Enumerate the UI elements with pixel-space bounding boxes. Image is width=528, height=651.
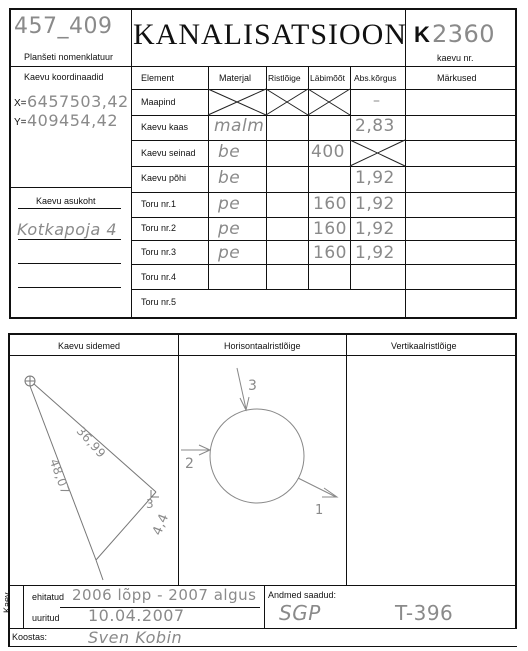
dist-c: 3 <box>146 497 155 511</box>
row-element: Maapind <box>141 97 176 107</box>
y-value: 409454,42 <box>27 111 119 130</box>
built-label: ehitatud <box>32 592 65 602</box>
row-element: Kaevu seinad <box>141 148 196 158</box>
well-prefix: K <box>414 22 430 47</box>
col-markused: Märkused <box>437 73 477 83</box>
row-abs: 1,92 <box>355 194 395 214</box>
col-labimoot: Läbimõõt <box>310 73 345 83</box>
row-element: Kaevu põhi <box>141 173 187 183</box>
x-label: X= <box>14 98 27 109</box>
sheet-number: 457_409 <box>14 14 113 39</box>
ref-value: T-396 <box>395 601 454 625</box>
col-abs: Abs.kõrgus <box>354 73 397 83</box>
col-materjal: Materjal <box>219 73 252 83</box>
row-materjal: pe <box>218 243 241 263</box>
author-value: Sven Kobin <box>88 628 183 647</box>
row-labimoot: 160 <box>313 219 347 239</box>
sheet-label: Planšeti nomenklatuur <box>24 52 114 62</box>
dist-b: 48,07 <box>46 457 73 497</box>
location-value: Kotkapoja 4 <box>17 220 118 239</box>
row-abs: – <box>373 93 381 109</box>
row-materjal: malm <box>214 116 265 136</box>
row-element: Toru nr.2 <box>141 223 177 233</box>
surveyed-value: 10.04.2007 <box>88 606 185 625</box>
row-element: Toru nr.1 <box>141 199 177 209</box>
section-vertical-title: Vertikaalristlõige <box>391 341 457 351</box>
data-from-label: Andmed saadud: <box>268 590 337 600</box>
y-label: Y= <box>14 117 27 128</box>
pipe-2-label: 2 <box>185 456 195 472</box>
row-materjal: pe <box>218 194 241 214</box>
coordinates-title: Kaevu koordinaadid <box>24 72 104 82</box>
row-materjal: be <box>218 168 241 188</box>
row-abs: 1,92 <box>355 219 395 239</box>
section-horizontal-title: Horisontaalristlõige <box>224 341 301 351</box>
row-element: Toru nr.3 <box>141 247 177 257</box>
data-from-value: SGP <box>279 601 321 625</box>
page-title: KANALISATSIOON <box>133 18 407 51</box>
row-abs: 2,83 <box>355 116 395 136</box>
pipe-3-label: 3 <box>248 378 258 394</box>
row-abs: 1,92 <box>355 168 395 188</box>
row-element: Toru nr.5 <box>141 297 177 307</box>
x-value: 6457503,42 <box>27 92 129 111</box>
section-ties-title: Kaevu sidemed <box>58 341 121 351</box>
pipe-1-label: 1 <box>315 503 324 518</box>
location-title: Kaevu asukoht <box>36 196 96 206</box>
row-element: Toru nr.4 <box>141 272 177 282</box>
row-materjal: be <box>218 142 241 162</box>
row-abs: 1,92 <box>355 243 395 263</box>
dist-d: 4,4 <box>150 511 173 538</box>
col-ristloige: Ristlõige <box>268 73 301 83</box>
built-value: 2006 lõpp - 2007 algus <box>72 586 257 604</box>
row-labimoot: 160 <box>313 194 347 214</box>
surveyed-label: uuritud <box>32 613 60 623</box>
kaev-side-label: Kaev <box>2 592 12 613</box>
well-number: 2360 <box>432 20 496 48</box>
col-element: Element <box>141 73 175 83</box>
dist-a: 36,99 <box>73 424 109 461</box>
well-circle <box>210 409 304 503</box>
row-labimoot: 400 <box>311 142 345 162</box>
author-label: Koostas: <box>12 632 48 642</box>
row-materjal: pe <box>218 219 241 239</box>
well-label: kaevu nr. <box>437 53 474 63</box>
row-labimoot: 160 <box>313 243 347 263</box>
row-element: Kaevu kaas <box>141 122 189 132</box>
